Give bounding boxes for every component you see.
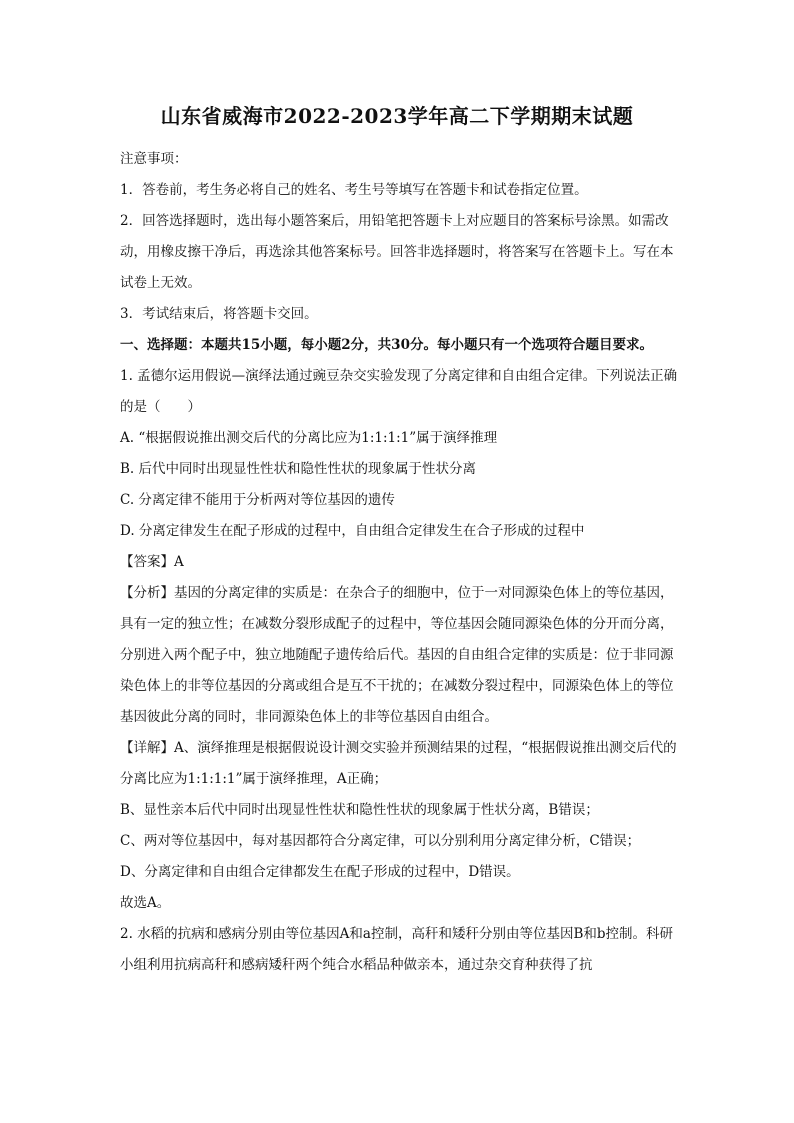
note-item-2: 2．回答选择题时，选出每小题答案后，用铅笔把答题卡上对应题目的答案标号涂黑。如需改动，用橡皮擦干净后，再选涂其他答案标号。回答非选择题时，将答案写在答题卡上。写在本试卷上无效。 (120, 213, 674, 291)
question-1-option-a: A. “根据假说推出测交后代的分离比应为1:1:1:1”属于演绎推理 (120, 430, 498, 446)
question-1-detail-c: C、两对等位基因中，每对基因都符合分离定律，可以分别利用分离定律分析，C错误； (120, 833, 641, 849)
note-item-3: 3．考试结束后，将答题卡交回。 (120, 306, 318, 322)
question-2-stem: 2. 水稻的抗病和感病分别由等位基因A和a控制，高秆和矮秆分别由等位基因B和b控制。科研小组利用抗病高秆和感病矮秆两个纯合水稻品种做亲本，通过杂交育种获得了抗 (120, 926, 674, 973)
question-1-detail-b: B、显性亲本后代中同时出现显性性状和隐性性状的现象属于性状分离，B错误； (120, 802, 599, 818)
question-1-conclusion: 故选A。 (120, 895, 171, 911)
question-1-option-c: C. 分离定律不能用于分析两对等位基因的遗传 (120, 492, 395, 508)
question-1-detail-d: D、分离定律和自由组合定律都发生在配子形成的过程中，D错误。 (120, 864, 520, 880)
question-1-option-b: B. 后代中同时出现显性性状和隐性性状的现象属于性状分离 (120, 461, 477, 477)
page-title: 山东省威海市2022-2023学年高二下学期期末试题 (160, 104, 634, 128)
notes-heading: 注意事项： (120, 151, 188, 167)
section-heading: 一、选择题：本题共15小题，每小题2分，共30分。每小题只有一个选项符合题目要求。 (120, 337, 653, 353)
question-1-detail-a: 【详解】A、演绎推理是根据假说设计测交实验并预测结果的过程，“根据假说推出测交后代的分离比应为1:1:1:1”属于演绎推理，A正确； (120, 740, 677, 787)
question-1-stem: 1. 孟德尔运用假说—演绎法通过豌豆杂交实验发现了分离定律和自由组合定律。下列说法正确的是（ ） (120, 368, 678, 415)
note-item-1: 1．答卷前，考生务必将自己的姓名、考生号等填写在答题卡和试卷指定位置。 (120, 182, 588, 198)
document-body (120, 144, 680, 981)
question-1-analysis: 【分析】基因的分离定律的实质是：在杂合子的细胞中，位于一对同源染色体上的等位基因，具有一定的独立性；在减数分裂形成配子的过程中，等位基因会随同源染色体的分开而分离，分别进入两个配子中，独立地随配子遗传给后代。基因的自由组合定律的实质是：位于非同源染色体上的非等位基因的分离或组合是互不干扰的；在减数分裂过程中，同源染色体上的等位基因彼此分离的同时，非同源染色体上的非等位基因自由组合。 (120, 585, 674, 725)
question-1-answer: 【答案】A (120, 554, 184, 570)
question-1-option-d: D. 分离定律发生在配子形成的过程中，自由组合定律发生在合子形成的过程中 (120, 523, 585, 539)
